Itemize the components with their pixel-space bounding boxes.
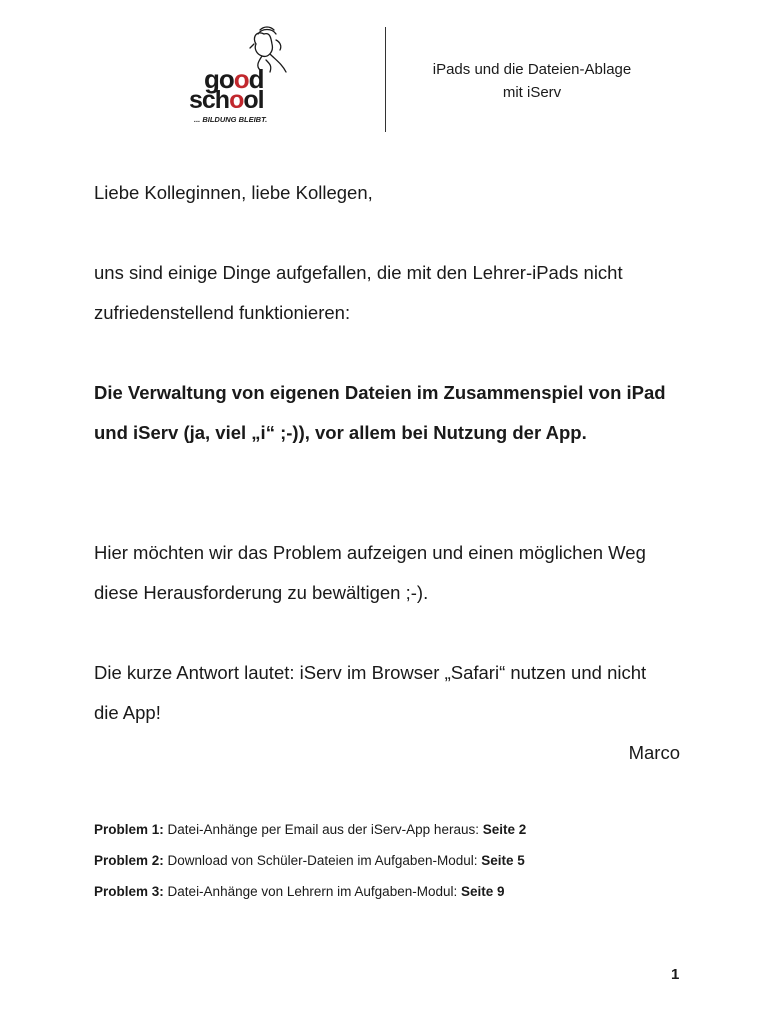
problem-page: Seite 9 <box>461 884 505 899</box>
highlight-paragraph: Die Verwaltung von eigenen Dateien im Zusammenspiel von iPad und iServ (ja, viel „i“ ;-)), vor allem bei Nutzung der App. <box>94 382 666 443</box>
problem-item <box>94 848 714 879</box>
svg-text:good: good <box>204 64 264 94</box>
problem-description: Datei-Anhänge per Email aus der iServ-App heraus: <box>167 822 479 837</box>
problem-label: Problem 1: <box>94 822 164 837</box>
title-line-1: iPads und die Dateien-Ablage <box>432 61 632 78</box>
problem-list <box>94 817 714 910</box>
signature: Marco <box>628 742 680 763</box>
school-logo <box>186 22 306 130</box>
solution-paragraph: Hier möchten wir das Problem aufzeigen und einen möglichen Weg diese Herausforderung zu bewältigen ;-). <box>94 542 646 603</box>
problem-description: Download von Schüler-Dateien im Aufgaben-Modul: <box>167 853 478 868</box>
problem-description: Datei-Anhänge von Lehrern im Aufgaben-Modul: <box>167 884 458 899</box>
problem-item <box>94 817 714 848</box>
greeting: Liebe Kolleginnen, liebe Kollegen, <box>94 182 373 203</box>
problem-item <box>94 879 714 910</box>
svg-text:... BILDUNG BLEIBT.: ... BILDUNG BLEIBT. <box>194 115 268 124</box>
svg-text:school: school <box>189 86 264 114</box>
page-number: 1 <box>671 966 680 983</box>
problem-page: Seite 5 <box>481 853 525 868</box>
short-answer-paragraph: Die kurze Antwort lautet: iServ im Browser „Safari“ nutzen und nicht die App! <box>94 662 647 723</box>
title-line-2: mit iServ <box>502 84 562 101</box>
problem-label: Problem 3: <box>94 884 164 899</box>
problem-page: Seite 2 <box>482 822 527 837</box>
intro-paragraph: uns sind einige Dinge aufgefallen, die mit den Lehrer-iPads nicht zufriedenstellend funktionieren: <box>94 262 623 323</box>
document-title <box>392 58 672 104</box>
good-school-logo-graphic <box>186 22 306 130</box>
header-divider <box>385 27 386 132</box>
problem-label: Problem 2: <box>94 853 164 868</box>
